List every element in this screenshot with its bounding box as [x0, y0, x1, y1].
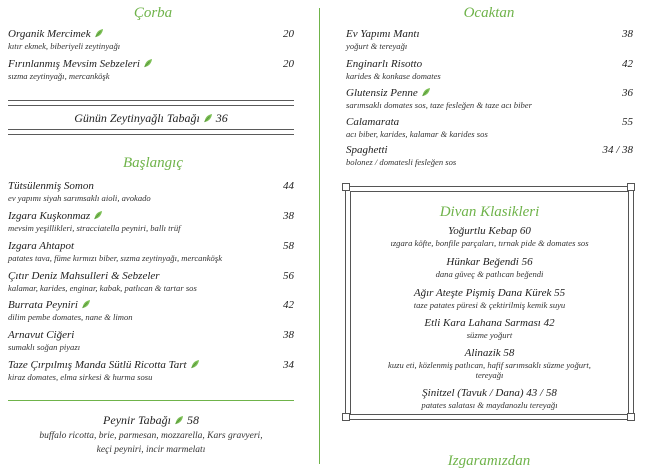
leaf-icon [174, 415, 184, 425]
item-desc: sızma zeytinyağı, mercanköşk [8, 71, 110, 81]
item-desc: yoğurt & tereyağı [346, 41, 408, 51]
section-title-ocaktan: Ocaktan [463, 5, 515, 21]
leaf-icon [94, 28, 104, 38]
menu-item [346, 87, 633, 110]
item-name: Arnavut Ciğeri [8, 329, 75, 341]
menu-item [346, 144, 633, 167]
cheese-plate [8, 414, 294, 457]
item-name: Ağır Ateşte Pişmiş Dana Kürek [413, 287, 552, 299]
item-price: 42 [622, 58, 633, 70]
menu-item [350, 347, 629, 380]
item-price: 56 [283, 270, 294, 282]
item-price: 56 [521, 256, 533, 268]
menu-item [8, 240, 294, 263]
item-desc: sarımsaklı domates sos, taze fesleğen & taze acı biber [346, 100, 532, 110]
leaf-icon [81, 299, 91, 309]
item-name: Peynir Tabağı [103, 413, 171, 427]
item-price: 44 [283, 180, 294, 192]
item-price: 58 [186, 413, 199, 427]
item-name: Enginarlı Risotto [346, 58, 423, 70]
menu-item [346, 58, 633, 81]
menu-item [346, 116, 633, 139]
item-desc: dana güveç & patlıcan beğendi [435, 269, 544, 279]
item-desc: keçi peyniri, incir marmelatı [96, 445, 206, 455]
item-name: Hünkar Beğendi [446, 256, 519, 268]
section-title-baslangic: Başlangıç [123, 155, 183, 171]
item-price: 42 [283, 299, 294, 311]
item-price: 34 / 38 [602, 144, 633, 156]
menu-item [346, 28, 633, 51]
item-desc: karides & konkase domates [346, 71, 441, 81]
leaf-icon [143, 58, 153, 68]
leaf-icon [93, 210, 103, 220]
menu-item [350, 317, 629, 340]
item-name: Taze Çırpılmış Manda Sütlü Ricotta Tart [8, 359, 187, 371]
leaf-icon [190, 359, 200, 369]
item-name: Izgara Ahtapot [8, 240, 75, 252]
item-price: 36 [622, 87, 633, 99]
item-desc: sumaklı soğan piyazı [8, 342, 81, 352]
green-divider [8, 400, 294, 401]
item-name: Burrata Peyniri [8, 299, 78, 311]
column-divider [319, 8, 320, 464]
item-price: 34 [283, 359, 294, 371]
leaf-icon [421, 87, 431, 97]
daily-special [8, 112, 294, 125]
item-name: Etli Kara Lahana Sarması [424, 317, 541, 329]
menu-item [8, 329, 294, 352]
item-price: 38 [283, 210, 294, 222]
item-desc: taze patates püresi & çektirilmiş kemik suyu [413, 300, 566, 310]
item-price: 36 [215, 111, 228, 125]
item-desc: dilim pembe domates, nane & limon [8, 312, 133, 322]
double-divider [8, 129, 294, 135]
item-name: Şinitzel (Tavuk / Dana) [422, 387, 524, 399]
menu-item [8, 359, 294, 382]
item-name: Fırınlanmış Mevsim Sebzeleri [8, 58, 140, 70]
menu-item [8, 270, 294, 293]
item-desc: acı biber, karides, kalamar & karides sos [346, 129, 488, 139]
menu-item [8, 210, 294, 233]
item-price: 58 [503, 347, 515, 359]
leaf-icon [203, 113, 213, 123]
item-name: Günün Zeytinyağlı Tabağı [74, 111, 200, 125]
item-name: Ev Yapımı Mantı [346, 28, 420, 40]
item-desc: buffalo ricotta, brie, parmesan, mozzarella, Kars gravyeri, [39, 431, 263, 441]
menu-item [8, 58, 294, 81]
menu-item [8, 28, 294, 51]
item-name: Organik Mercimek [8, 28, 91, 40]
frame-corner [627, 413, 635, 421]
item-desc: tereyağı [475, 370, 504, 380]
menu-item [350, 225, 629, 248]
item-name: Tütsülenmiş Somon [8, 180, 94, 192]
item-price: 58 [283, 240, 294, 252]
frame-corner [627, 183, 635, 191]
item-desc: bolonez / domatesli fesleğen sos [346, 157, 457, 167]
item-price: 20 [283, 28, 294, 40]
item-desc: süzme yoğurt [466, 330, 513, 340]
item-name: Calamarata [346, 116, 400, 128]
section-title-divan: Divan Klasikleri [439, 204, 540, 220]
menu-item [350, 387, 629, 410]
section-title-izgaramizdan: Izgaramızdan [447, 453, 531, 469]
item-price: 43 / 58 [526, 387, 557, 399]
item-desc: kıtır ekmek, biberiyeli zeytinyağı [8, 41, 121, 51]
item-name: Çıtır Deniz Mahsulleri & Sebzeler [8, 270, 160, 282]
item-price: 20 [283, 58, 294, 70]
item-desc: patates tava, füme kırmızı biber, sızma zeytinyağı, mercanköşk [8, 253, 223, 263]
menu-item [8, 299, 294, 322]
menu-item [8, 180, 294, 203]
item-name: Glutensiz Penne [346, 87, 418, 99]
item-desc: ızgara köfte, bonfile parçaları, tırnak pide & domates sos [390, 238, 589, 248]
item-name: Izgara Kuşkonmaz [8, 210, 91, 222]
item-price: 38 [283, 329, 294, 341]
menu-item [350, 256, 629, 279]
item-name: Spaghetti [346, 144, 388, 156]
item-price: 55 [554, 287, 566, 299]
item-name: Alinazik [464, 347, 501, 359]
item-desc: ev yapımı siyah sarımsaklı aioli, avokado [8, 193, 151, 203]
frame-corner [342, 413, 350, 421]
item-desc: patates salatası & maydanozlu tereyağı [421, 400, 558, 410]
double-divider [8, 100, 294, 106]
item-price: 60 [519, 225, 531, 237]
item-desc: kuzu eti, közlenmiş patlıcan, hafif sarımsaklı süzme yoğurt, [388, 360, 591, 370]
item-desc: kiraz domates, elma sirkesi & hurma sosu [8, 372, 153, 382]
item-desc: mevsim yeşillikleri, stracciatella peyniri, ballı trüf [8, 223, 181, 233]
frame-corner [342, 183, 350, 191]
section-title-corba: Çorba [133, 5, 173, 21]
item-price: 42 [543, 317, 555, 329]
item-price: 55 [622, 116, 633, 128]
item-desc: kalamar, karides, enginar, kabak, patlıcan & tartar sos [8, 283, 197, 293]
menu-item [350, 287, 629, 310]
item-price: 38 [622, 28, 633, 40]
item-name: Yoğurtlu Kebap [448, 225, 518, 237]
